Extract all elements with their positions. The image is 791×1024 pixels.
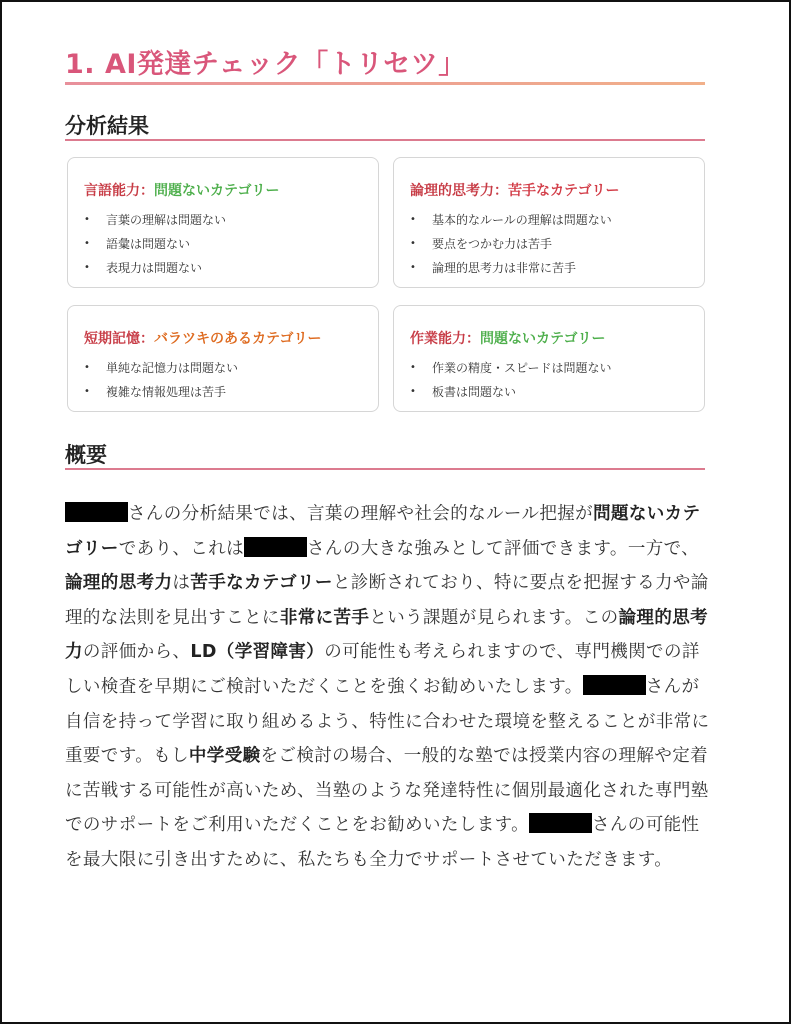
card-category: 言語能力 (84, 183, 140, 199)
redacted-name (583, 675, 646, 695)
card-separator: ： (140, 183, 154, 199)
card-list-item: • 複雑な情報処理は苦手 (84, 380, 378, 404)
analysis-heading-underline (65, 139, 705, 141)
overview-text: と診断されており、特に要点を把握する力や論理的な法則を見出すことに (65, 573, 709, 628)
overview-emphasis: 苦手なカテゴリー (190, 573, 333, 594)
card-list (84, 356, 378, 404)
card-list-item: • 基本的なルールの理解は問題ない (410, 208, 704, 232)
overview-text: の可能性も考えられますので、専門機関での詳しい検査を早期にご検討いただくことを強くお勧めいたします。 (65, 642, 700, 697)
card-list-item: • 板書は問題ない (410, 380, 704, 404)
card-category: 短期記憶 (84, 331, 140, 347)
overview-text: をご検討の場合、一般的な塾では授業内容の理解や定着に苦戦する可能性が高いため、当塾のような発達特性に個別最適化された専門塾でのサポートをご利用いただくことをお勧めいたします。 (65, 746, 709, 836)
overview-heading: 概要 (65, 443, 107, 467)
card-separator: ： (140, 331, 154, 347)
overview-emphasis: 論理的思考力 (65, 607, 709, 663)
overview-heading-underline (65, 468, 705, 470)
card-status: 苦手なカテゴリー (508, 183, 620, 199)
card-separator: ： (494, 183, 508, 199)
card-title (84, 182, 378, 200)
overview-emphasis: 非常に苦手 (279, 607, 370, 628)
overview-emphasis: 問題ないカテゴリー (65, 504, 701, 559)
card-list (410, 356, 704, 404)
card-status: バラツキのあるカテゴリー (154, 331, 322, 347)
overview-paragraph (65, 497, 715, 878)
card-list-item: • 論理的思考力は非常に苦手 (410, 256, 704, 280)
title-underline (65, 82, 705, 85)
card-title (410, 330, 704, 348)
redacted-name (529, 813, 592, 833)
card-category: 作業能力 (410, 331, 466, 347)
card-category: 論理的思考力 (410, 183, 494, 199)
overview-emphasis: LD（学習障害） (190, 642, 325, 663)
redacted-name (65, 502, 128, 522)
card-separator: ： (466, 331, 480, 347)
card-logical-thinking (393, 157, 705, 288)
card-list-item: • 表現力は問題ない (84, 256, 378, 280)
overview-text: であり、これは (118, 538, 245, 559)
overview-emphasis: 論理的思考力 (65, 573, 173, 594)
overview-text: は (172, 573, 191, 594)
card-title (84, 330, 378, 348)
redacted-name (244, 537, 307, 557)
card-title (410, 182, 704, 200)
card-list-item: • 言葉の理解は問題ない (84, 208, 378, 232)
card-status: 問題ないカテゴリー (480, 331, 606, 347)
overview-text: さんが自信を持って学習に取り組めるよう、特性に合わせた環境を整えることが非常に重要です。もし (65, 676, 710, 767)
overview-text: さんの可能性を最大限に引き出すために、私たちも全力でサポートさせていただきます。 (65, 815, 700, 870)
overview-text: の評価から、 (82, 642, 191, 663)
card-list (84, 208, 378, 280)
card-short-term-memory (67, 305, 379, 412)
overview-body (65, 497, 715, 878)
card-work-ability (393, 305, 705, 412)
card-list-item: • 語彙は問題ない (84, 232, 378, 256)
document-title: 1. AI発達チェック「トリセツ」 (65, 49, 466, 80)
card-status: 問題ないカテゴリー (154, 183, 280, 199)
card-list-item: • 作業の精度・スピードは問題ない (410, 356, 704, 380)
overview-text: さんの分析結果では、言葉の理解や社会的なルール把握が (128, 504, 594, 524)
card-list-item: • 単純な記憶力は問題ない (84, 356, 378, 380)
overview-text: という課題が見られます。この (369, 607, 619, 628)
overview-text: さんの大きな強みとして評価できます。一方で、 (307, 538, 700, 559)
analysis-heading: 分析結果 (65, 114, 149, 138)
card-list-item: • 要点をつかむ力は苦手 (410, 232, 704, 256)
card-list (410, 208, 704, 280)
overview-emphasis: 中学受験 (188, 746, 261, 767)
card-language (67, 157, 379, 288)
